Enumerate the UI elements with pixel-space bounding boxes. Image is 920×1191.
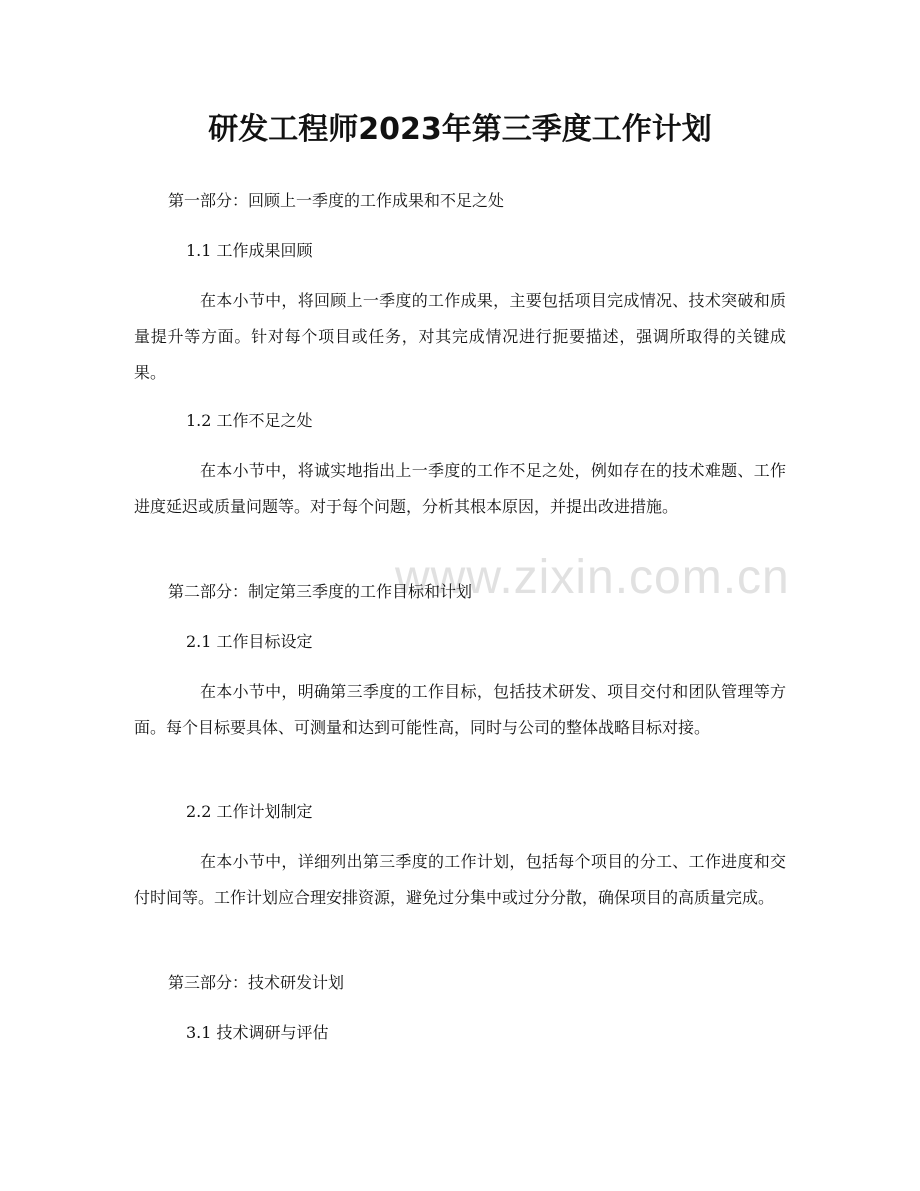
section-2-2-heading: 2.2 工作计划制定 <box>186 802 313 821</box>
section-1-2-heading: 1.2 工作不足之处 <box>186 411 313 430</box>
section-3-1-heading: 3.1 技术调研与评估 <box>186 1023 329 1042</box>
section-2-1-body: 在本小节中，明确第三季度的工作目标，包括技术研发、项目交付和团队管理等方面。每个目标要具体、可测量和达到可能性高，同时与公司的整体战略目标对接。 <box>134 682 786 737</box>
section-1-1-heading: 1.1 工作成果回顾 <box>186 241 313 260</box>
section-1-2-body: 在本小节中，将诚实地指出上一季度的工作不足之处，例如存在的技术难题、工作进度延迟或质量问题等。对于每个问题，分析其根本原因，并提出改进措施。 <box>134 461 786 516</box>
section-1-1-body: 在本小节中，将回顾上一季度的工作成果，主要包括项目完成情况、技术突破和质量提升等方面。针对每个项目或任务，对其完成情况进行扼要描述，强调所取得的关键成果。 <box>134 291 786 382</box>
watermark: www.zixin.com.cn <box>395 551 790 604</box>
document-title: 研发工程师2023年第三季度工作计划 <box>208 112 712 147</box>
part3-heading: 第三部分：技术研发计划 <box>168 973 345 992</box>
part1-heading: 第一部分：回顾上一季度的工作成果和不足之处 <box>168 191 505 210</box>
section-2-1-heading: 2.1 工作目标设定 <box>186 632 313 651</box>
part2-heading: 第二部分：制定第三季度的工作目标和计划 <box>168 582 473 601</box>
section-2-2-body: 在本小节中，详细列出第三季度的工作计划，包括每个项目的分工、工作进度和交付时间等。工作计划应合理安排资源，避免过分集中或过分分散，确保项目的高质量完成。 <box>134 852 786 907</box>
